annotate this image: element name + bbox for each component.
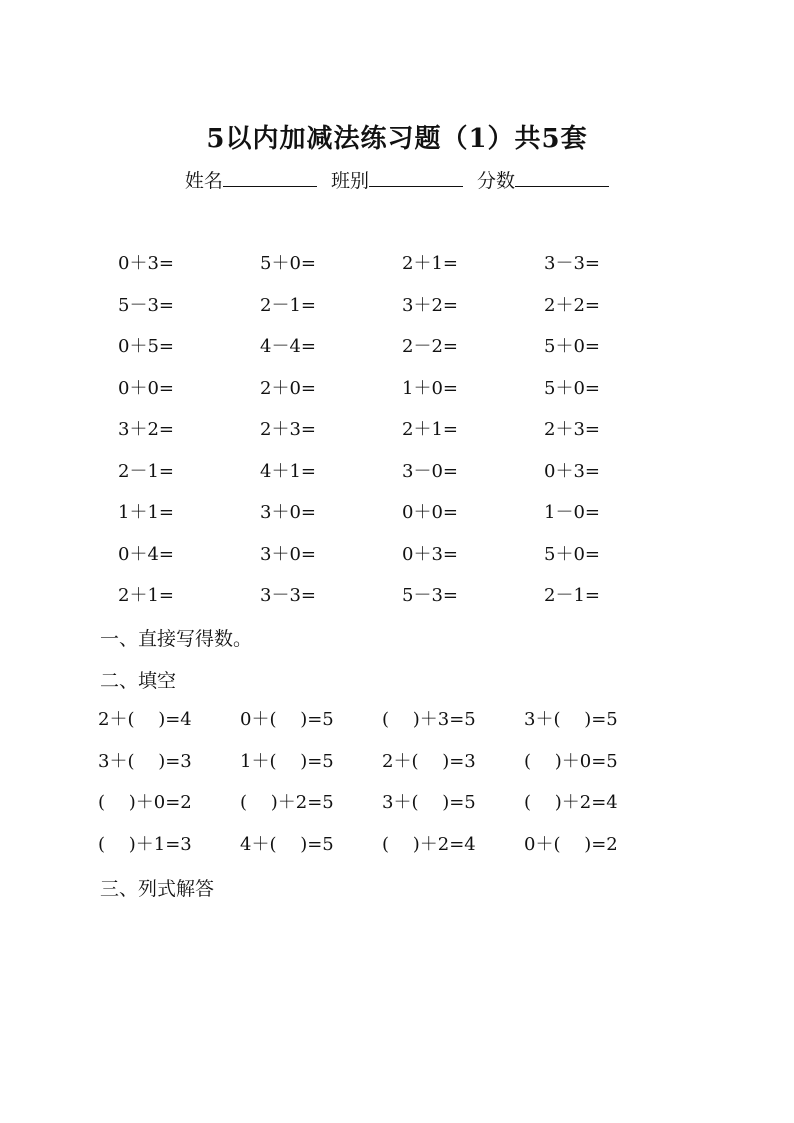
calc-problem: 4＋1= bbox=[260, 460, 316, 482]
calc-problem: 3＋0= bbox=[260, 502, 316, 523]
calc-problem: 2＋3= bbox=[544, 419, 600, 440]
calc-problem: 5－3= bbox=[118, 294, 174, 316]
fill-blank-grid bbox=[98, 706, 666, 872]
page-title: 5以内加减法练习题（1）共5套 bbox=[206, 124, 588, 154]
section-heading-direct-answers: 一、直接写得数。 bbox=[100, 628, 253, 650]
calc-problem: 3＋2= bbox=[118, 419, 174, 440]
calc-problems-grid bbox=[118, 250, 686, 624]
calc-problem: 2＋1= bbox=[402, 419, 458, 440]
calc-problem: 1＋0= bbox=[402, 377, 458, 399]
fill-problem[interactable]: 4＋( )=5 bbox=[240, 833, 334, 855]
calc-problem: 2－2= bbox=[402, 336, 458, 357]
student-info-line bbox=[0, 166, 794, 193]
calc-problem: 3＋2= bbox=[402, 294, 458, 316]
calc-problem: 0＋3= bbox=[544, 460, 600, 482]
calc-problem: 0＋0= bbox=[402, 502, 458, 523]
calc-problem: 1＋1= bbox=[118, 502, 174, 523]
fill-problem[interactable]: 2＋( )=4 bbox=[98, 709, 192, 730]
calc-problem: 3＋0= bbox=[260, 543, 316, 565]
name-label: 姓名 bbox=[184, 170, 223, 192]
calc-problem: 3－3= bbox=[544, 253, 600, 274]
fill-problem[interactable]: 3＋( )=5 bbox=[524, 709, 618, 730]
calc-problem: 5＋0= bbox=[260, 253, 316, 274]
class-blank[interactable] bbox=[369, 168, 463, 187]
fill-problem[interactable]: 2＋( )=3 bbox=[382, 750, 476, 772]
name-field bbox=[185, 166, 317, 193]
fill-problem[interactable]: 3＋( )=3 bbox=[98, 750, 192, 772]
fill-problem[interactable]: ( )＋2=4 bbox=[524, 792, 618, 813]
calc-problem: 0＋0= bbox=[118, 377, 174, 399]
score-field bbox=[477, 166, 609, 193]
calc-problem: 3－0= bbox=[402, 460, 458, 482]
calc-problem: 2＋2= bbox=[544, 294, 600, 316]
calc-problem: 2＋1= bbox=[118, 585, 174, 606]
class-label: 班别 bbox=[330, 170, 369, 192]
fill-problem[interactable]: 0＋( )=5 bbox=[240, 709, 334, 730]
score-label: 分数 bbox=[477, 170, 516, 192]
calc-problem: 0＋3= bbox=[118, 253, 174, 274]
calc-problem: 1－0= bbox=[544, 502, 600, 523]
section-heading-word-problems: 三、列式解答 bbox=[100, 878, 215, 900]
name-blank[interactable] bbox=[223, 168, 317, 187]
calc-problem: 2＋1= bbox=[402, 253, 458, 274]
fill-problem[interactable]: ( )＋3=5 bbox=[382, 709, 476, 730]
calc-problem: 5＋0= bbox=[544, 543, 600, 565]
calc-problem: 2－1= bbox=[544, 585, 600, 606]
calc-problem: 0＋4= bbox=[118, 543, 174, 565]
fill-problem[interactable]: ( )＋1=3 bbox=[98, 833, 192, 855]
section-heading-fill-blanks: 二、填空 bbox=[100, 670, 177, 692]
calc-problem: 5－3= bbox=[402, 585, 458, 606]
calc-problem: 0＋3= bbox=[402, 543, 458, 565]
calc-problem: 5＋0= bbox=[544, 336, 600, 357]
calc-problem: 4－4= bbox=[260, 336, 316, 357]
fill-problem[interactable]: ( )＋2=5 bbox=[240, 792, 334, 813]
calc-problem: 2－1= bbox=[118, 460, 174, 482]
fill-problem[interactable]: ( )＋0=5 bbox=[524, 750, 618, 772]
calc-problem: 2－1= bbox=[260, 294, 316, 316]
score-blank[interactable] bbox=[515, 168, 609, 187]
fill-problem[interactable]: ( )＋0=2 bbox=[98, 792, 192, 813]
calc-problem: 2＋0= bbox=[260, 377, 316, 399]
calc-problem: 0＋5= bbox=[118, 336, 174, 357]
calc-problem: 5＋0= bbox=[544, 377, 600, 399]
calc-problem: 3－3= bbox=[260, 585, 316, 606]
fill-problem[interactable]: 1＋( )=5 bbox=[240, 750, 334, 772]
calc-problem: 2＋3= bbox=[260, 419, 316, 440]
fill-problem[interactable]: ( )＋2=4 bbox=[382, 833, 476, 855]
fill-problem[interactable]: 3＋( )=5 bbox=[382, 792, 476, 813]
fill-problem[interactable]: 0＋( )=2 bbox=[524, 833, 618, 855]
class-field bbox=[331, 166, 463, 193]
